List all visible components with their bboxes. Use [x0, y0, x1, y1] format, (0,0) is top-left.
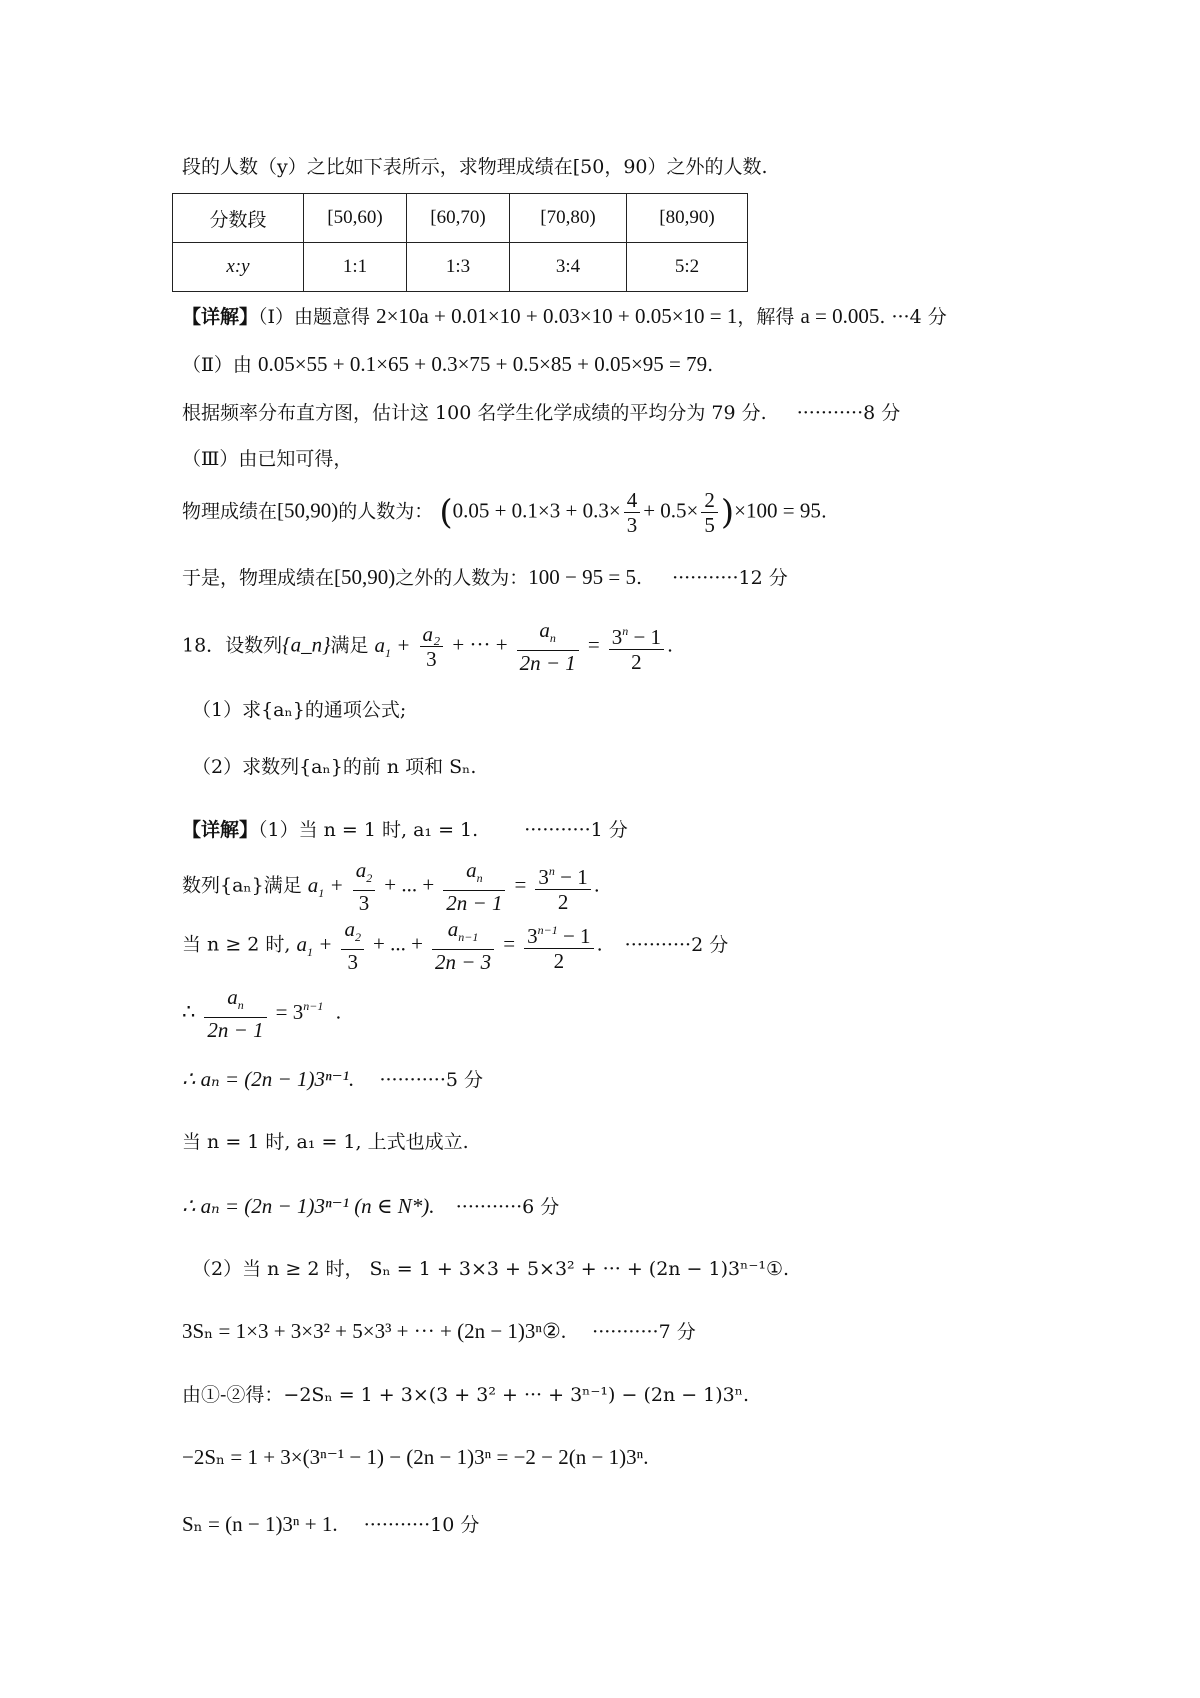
table-header-cell: [50,60)	[304, 194, 407, 243]
table-row	[173, 194, 748, 243]
fraction: $\frac{a_n}{2n - 1}$	[517, 618, 579, 675]
solution-18-line11: −2Sₙ = 1 + 3×(3ⁿ⁻¹ − 1) − (2n − 1)3ⁿ = −2 − 2(n − 1)3ⁿ.	[182, 1445, 649, 1469]
result: a = 0.005	[800, 304, 880, 328]
equation: 2×10a + 0.01×10 + 0.03×10 + 0.05×10 = 1	[376, 304, 738, 328]
problem-intro-line: 段的人数（y）之比如下表所示，求物理成绩在[50，90）之外的人数.	[182, 156, 768, 178]
solution-17-part3: （Ⅲ）由已知可得，	[182, 448, 353, 470]
table-row	[173, 243, 748, 292]
table-row-label: x:y	[173, 243, 304, 292]
table-cell: 1:3	[407, 243, 510, 292]
fraction: $\frac{3^n - 1}{2}$	[609, 619, 664, 674]
table-cell: 5:2	[627, 243, 748, 292]
solution-18-line8: （2）当 n ≥ 2 时， Sₙ = 1 + 3×3 + 5×3² + ··· + (2n − 1)3ⁿ⁻¹①.	[192, 1258, 790, 1280]
solution-18-line6: 当 n = 1 时, a₁ = 1, 上式也成立.	[182, 1131, 469, 1153]
interval: [50,90)	[277, 498, 339, 523]
table-header-cell: [70,80)	[510, 194, 627, 243]
solution-17-conclusion: 根据频率分布直方图，估计这 100 名学生化学成绩的平均分为 79 分. ···········8 分	[182, 402, 901, 424]
question-18-part2: （2）求数列{aₙ}的前 n 项和 Sₙ.	[192, 756, 477, 778]
table-cell: 1:1	[304, 243, 407, 292]
solution-17-part2: （Ⅱ）由 0.05×55 + 0.1×65 + 0.3×75 + 0.5×85 + 0.05×95 = 79.	[182, 352, 714, 376]
detail-tag: 【详解】	[182, 306, 259, 328]
score-mark: ···········7 分	[592, 1321, 696, 1343]
solution-17-count-line: 物理成绩在[50,90)的人数为： (0.05 + 0.1×3 + 0.3× $\frac{4}{3}$ + 0.5× $\frac{2}{5}$ )×100 = 95.	[182, 488, 827, 537]
table-header-cell: [60,70)	[407, 194, 510, 243]
solution-18-line5: ∴ aₙ = (2n − 1)3ⁿ⁻¹. ···········5 分	[182, 1067, 484, 1091]
score-mark: ···········6 分	[455, 1196, 560, 1218]
solution-18-line2: 数列{aₙ}满足 $a_1$ + $\frac{a_2}{3}$ + ... + $\frac{a_n}{2n - 1}$ = $\frac{3^n - 1}{2}$ .	[182, 858, 600, 915]
question-18: 18．设数列{a_n}满足 $a_1$ + $\frac{\text{a₂}}{3}$ + ··· + $\frac{a_n}{2n - 1}$ = $\frac{3^n - 1}{2}$ .	[182, 618, 674, 675]
score-mark: ···········5 分	[379, 1069, 484, 1091]
fraction: $\frac{4}{3}$	[624, 488, 641, 537]
score-mark: ···········1 分	[524, 819, 628, 841]
solution-18-line7: ∴ aₙ = (2n − 1)3ⁿ⁻¹ (n ∈ N*). ···········6 分	[182, 1194, 560, 1218]
solution-18-line3: 当 n ≥ 2 时, $a_1$ + $\frac{a_2}{3}$ + ... + $\frac{a_{n-1}}{2n - 3}$ = $\frac{3^{n-1} - 1}{2}$ . ···········2 分	[182, 917, 729, 974]
solution-18-line4: ∴ $\frac{a_n}{2n - 1}$ = $3^{n-1}$ .	[182, 985, 342, 1042]
score-mark: ···········2 分	[624, 933, 729, 956]
solution-18-line12: Sₙ = (n − 1)3ⁿ + 1. ···········10 分	[182, 1512, 480, 1536]
solution-18-line10: 由①-②得：−2Sₙ = 1 + 3×(3 + 3² + ··· + 3ⁿ⁻¹) − (2n − 1)3ⁿ.	[182, 1384, 750, 1406]
solution-18-line1: 【详解】（1）当 n = 1 时, a₁ = 1. ···········1 分	[182, 819, 628, 841]
equation: 0.05×55 + 0.1×65 + 0.3×75 + 0.5×85 + 0.05×95 = 79	[257, 352, 708, 376]
score-mark: ···········8 分	[796, 402, 901, 424]
solution-17-part1: 【详解】（Ⅰ）由题意得 2×10a + 0.01×10 + 0.03×10 + 0.05×10 = 1，解得 a = 0.005. ···4 分	[182, 304, 947, 328]
score-mark: ···········10 分	[363, 1514, 480, 1536]
solution-18-line9: 3Sₙ = 1×3 + 3×3² + 5×3³ + ··· + (2n − 1)3ⁿ②. ···········7 分	[182, 1319, 696, 1343]
fraction: $\frac{2}{5}$	[701, 488, 718, 537]
table-header-cell: [80,90)	[627, 194, 748, 243]
score-ratio-table	[172, 193, 748, 292]
score-mark: ···········12 分	[672, 567, 788, 589]
question-18-part1: （1）求{aₙ}的通项公式;	[192, 699, 407, 721]
table-cell: 3:4	[510, 243, 627, 292]
score-mark: . ···4 分	[879, 306, 947, 328]
fraction: $\frac{\text{a₂}}{3}$	[420, 622, 444, 671]
table-header-label: 分数段	[173, 194, 304, 243]
solution-17-outside-line: 于是，物理成绩在[50,90)之外的人数为：100 − 95 = 5. ···········12 分	[182, 565, 788, 589]
